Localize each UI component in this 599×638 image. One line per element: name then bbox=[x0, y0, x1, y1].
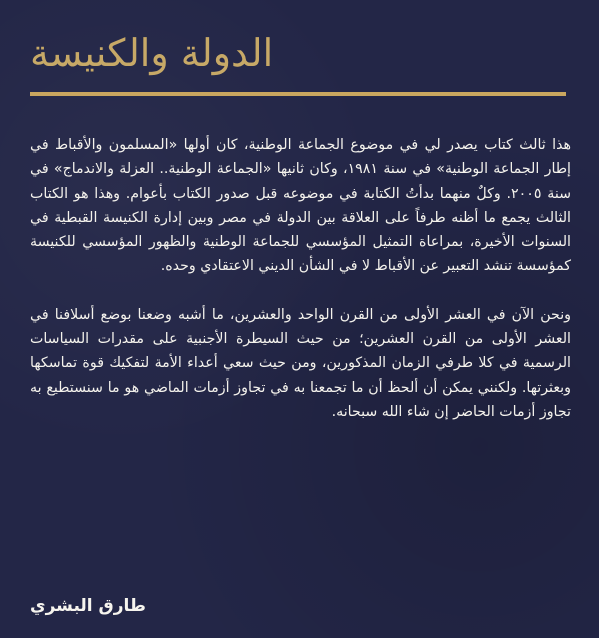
blurb-paragraph-2: ونحن الآن في العشر الأولى من القرن الواحد والعشرين، ما أشبه وضعنا بوضع أسلافنا في العشر الأولى من القرن العشرين؛ من حيث السيطرة الأجنبية على مقدرات السياسات الرسمية في كلا طرفي الزمان المذكورين، ومن حيث سعي أعداء الأمة لتفكيك قوة تماسكها وبعثرتها. ولكنني يمكن أن ألحظ أن ما تجمعنا به في تجاوز أزمات الماضي هو ما سنستطيع به تجاوز أزمات الحاضر إن شاء الله سبحانه. bbox=[30, 306, 571, 420]
blurb-paragraph-1: هذا ثالث كتاب يصدر لي في موضوع الجماعة الوطنية، كان أولها «المسلمون والأقباط في إطار الجماعة الوطنية» في سنة ١٩٨١، وكان ثانيها «الجماعة الوطنية.. العزلة والاندماج» في سنة ٢٠٠٥. وكلٌ منهما بدأتُ الكتابة في موضوعه قبل صدور الكتاب بأعوام. وهذا هو الكتاب الثالث يجمع ما أظنه طرفاً على العلاقة بين الدولة في مصر وبين إدارة الكنيسة القبطية في السنوات الأخيرة، بمراعاة التمثيل المؤسسي للجماعة الوطنية والظهور المؤسسي للكنيسة كمؤسسة تنشد التعبير عن الأقباط لا في الشأن الديني الاعتقادي وحده. bbox=[30, 137, 572, 275]
author-signature: طارق البشري bbox=[30, 596, 146, 616]
gold-divider bbox=[30, 92, 566, 96]
book-title: الدولة والكنيسة bbox=[30, 31, 274, 75]
blurb-text bbox=[30, 133, 571, 448]
